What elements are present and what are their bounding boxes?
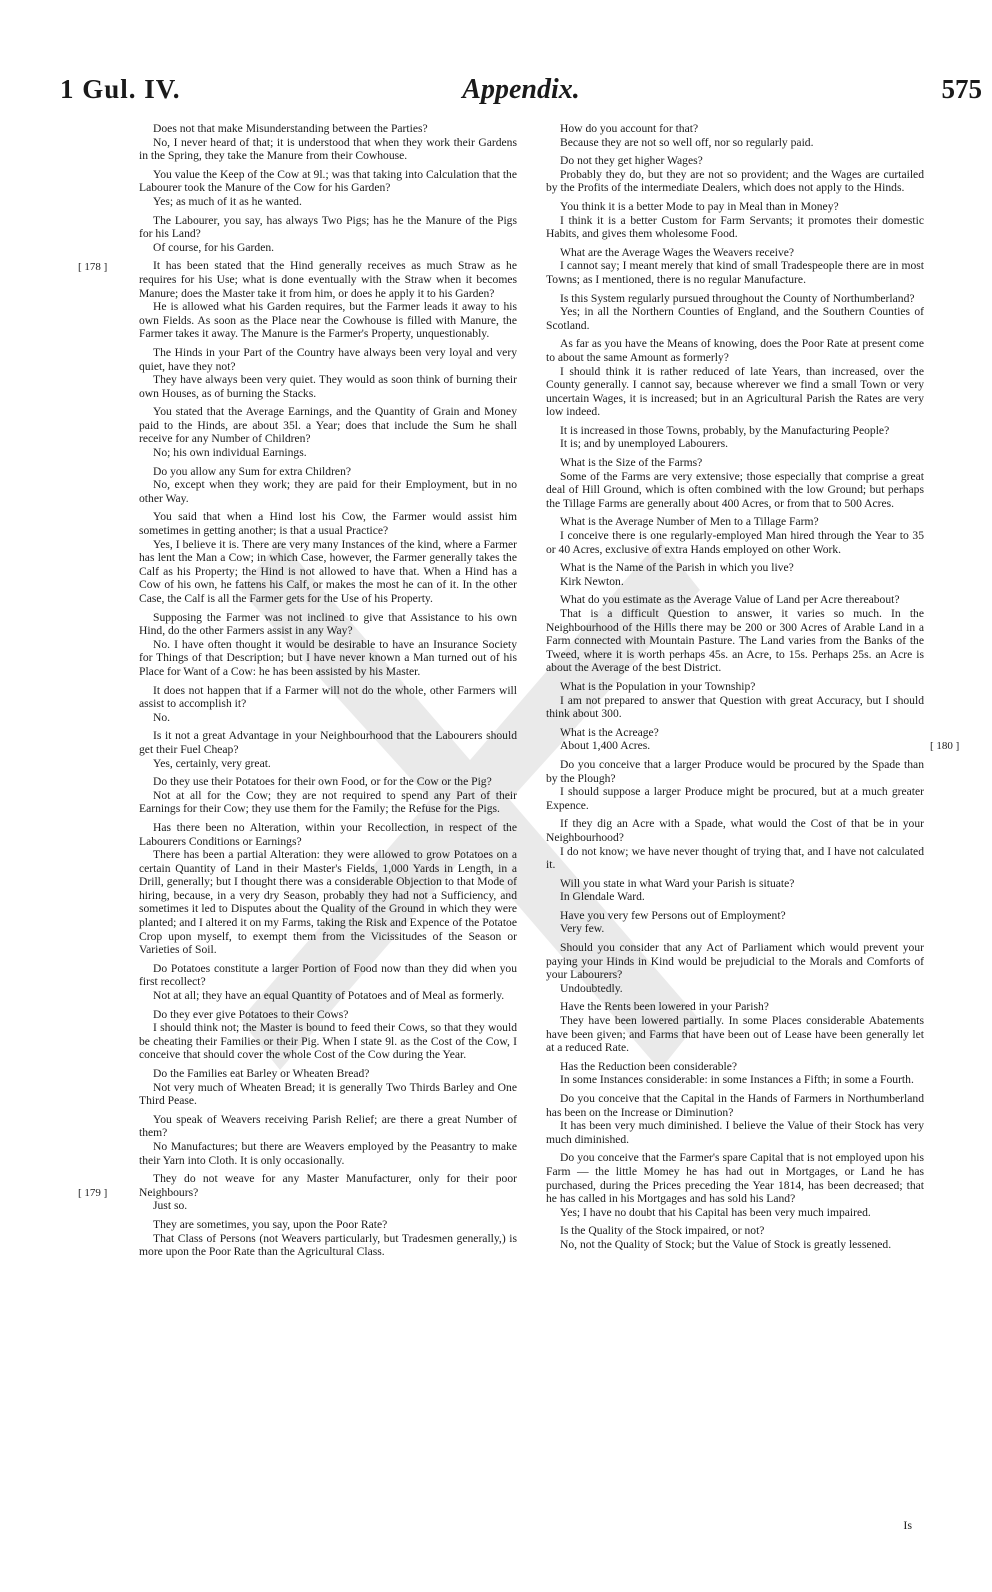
qa-block bbox=[546, 877, 924, 904]
question: If they dig an Acre with a Spade, what would the Cost of that be in your Neighbourhood? bbox=[546, 817, 924, 844]
answer: They have always been very quiet. They would as soon think of burning their own Houses, as of burning the Stacks. bbox=[139, 373, 517, 400]
answer: It has been very much diminished. I believe the Value of their Stock has very much diminished. bbox=[546, 1119, 924, 1146]
qa-block bbox=[139, 821, 517, 957]
answer: About 1,400 Acres. bbox=[560, 739, 651, 753]
right-column bbox=[546, 122, 924, 1257]
qa-block bbox=[139, 259, 517, 341]
question: What is the Average Number of Men to a Tillage Farm? bbox=[560, 515, 819, 529]
qa-block bbox=[139, 729, 517, 770]
answer: Yes; in all the Northern Counties of England, and the Southern Counties of Scotland. bbox=[546, 305, 924, 332]
question: You said that when a Hind lost his Cow, the Farmer would assist him sometimes in getting another; is that a usual Practice? bbox=[139, 510, 517, 538]
qa-block bbox=[139, 1218, 517, 1259]
question: Do Potatoes constitute a larger Portion of Food now than they did when you first recollect? bbox=[139, 961, 517, 989]
qa-block bbox=[546, 424, 924, 451]
answer: Undoubtedly. bbox=[560, 981, 623, 995]
answer: He is allowed what his Garden requires, but the Farmer leads it away to his own Fields. As soon as the Place near the Cowhouse is filled with Manure, the Farmer takes it away. The Manure is the Farmer's Property, unquestionably. bbox=[139, 300, 517, 341]
margin-note-178: [ 178 ] bbox=[78, 261, 108, 273]
question: What is the Acreage? bbox=[560, 725, 659, 739]
qa-block bbox=[139, 465, 517, 506]
question: Supposing the Farmer was not inclined to give that Assistance to his own Hind, do the other Farmers assist in any Way? bbox=[139, 610, 517, 638]
page-number: 575 bbox=[941, 74, 982, 104]
qa-block bbox=[139, 1067, 517, 1108]
answer: I do not know; we have never thought of trying that, and I have not calculated it. bbox=[546, 844, 924, 872]
question: How do you account for that? bbox=[560, 122, 699, 135]
answer: Because they are not so well off, nor so regularly paid. bbox=[560, 135, 814, 149]
answer: I should suppose a larger Produce might be procured, but at a much greater Expence. bbox=[546, 785, 924, 812]
qa-block bbox=[546, 200, 924, 241]
question: Have the Rents been lowered in your Parish? bbox=[560, 1000, 769, 1014]
qa-block bbox=[546, 1151, 924, 1219]
answer: No, except when they work; they are paid for their Employment, but in no other Way. bbox=[139, 478, 517, 505]
answer: That is a difficult Question to answer, it varies so much. In the Neighbourhood of the Hills there may be 200 or 300 Acres of Arable Land in a Farm connected with Mountain Pasture. The Land varies from the Banks of the Tweed, where it is worth perhaps 45s. an Acre, to 15s. Perhaps 25s. an Acre is about the Average of the best District. bbox=[546, 607, 924, 675]
qa-block bbox=[139, 962, 517, 1003]
question: What are the Average Wages the Weavers receive? bbox=[560, 245, 795, 259]
qa-block bbox=[546, 1000, 924, 1054]
qa-block bbox=[139, 1172, 517, 1213]
answer: In Glendale Ward. bbox=[560, 890, 645, 904]
qa-block bbox=[139, 214, 517, 255]
qa-block bbox=[139, 775, 517, 816]
answer: I cannot say; I meant merely that kind of small Tradespeople there are in most Towns; as I mentioned, there is no regular Manufacture. bbox=[546, 259, 924, 286]
answer: Not at all for the Cow; they are not required to spend any Part of their Earnings for their Cow; they use them for the Family; the Refuse for the Pigs. bbox=[139, 788, 517, 816]
qa-block bbox=[139, 346, 517, 400]
qa-block bbox=[139, 1008, 517, 1062]
answer: No; his own individual Earnings. bbox=[153, 446, 307, 460]
question: They are sometimes, you say, upon the Poor Rate? bbox=[153, 1217, 388, 1231]
question: Should you consider that any Act of Parliament which would prevent your paying your Hinds in Kind would be prejudicial to the Morals and Comforts of your Labourers? bbox=[546, 941, 924, 982]
question: Have you very few Persons out of Employment? bbox=[560, 908, 786, 922]
question: The Hinds in your Part of the Country have always been very loyal and very quiet, have they not? bbox=[139, 345, 517, 373]
qa-block bbox=[546, 515, 924, 556]
answer: Just so. bbox=[153, 1199, 188, 1213]
answer: No. I have often thought it would be desirable to have an Insurance Society for Things of that Description; but I have never known a Man turned out of his Place for Want of a Cow: he has been assisted by his Master. bbox=[139, 637, 517, 678]
catchword: Is bbox=[903, 1518, 912, 1532]
qa-block bbox=[546, 456, 924, 510]
answer: I am not prepared to answer that Question with great Accuracy, but I should think about 300. bbox=[546, 693, 924, 721]
running-head-title: Appendix. bbox=[462, 74, 580, 105]
left-column bbox=[139, 122, 517, 1264]
question: Do you conceive that the Farmer's spare Capital that is not employed upon his Farm — the little Momey he has had out in Mortgages, or Land he has purchased, during the Prices preceding the Year 1814, has been decreased; that he has called in his Mortgages and has sold his Land? bbox=[546, 1151, 924, 1206]
answer: Yes; as much of it as he wanted. bbox=[153, 194, 302, 208]
answer: That Class of Persons (not Weavers particularly, but Tradesmen generally,) is more upon the Poor Rate than the Agricultural Class. bbox=[139, 1231, 517, 1259]
qa-block bbox=[139, 611, 517, 679]
question: Is this System regularly pursued throughout the County of Northumberland? bbox=[560, 291, 915, 305]
qa-block bbox=[546, 726, 924, 753]
answer: In some Instances considerable: in some Instances a Fifth; in some a Fourth. bbox=[560, 1073, 914, 1087]
margin-note-179: [ 179 ] bbox=[78, 1187, 108, 1199]
answer: I think it is a better Custom for Farm Servants; it promotes their domestic Habits, and gives them wholesome Food. bbox=[546, 213, 924, 241]
qa-block bbox=[139, 405, 517, 459]
question: Do you conceive that the Capital in the Hands of Farmers in Northumberland has been on the Increase or Diminution? bbox=[546, 1092, 924, 1119]
answer: Yes, I believe it is. There are very many Instances of the kind, where a Farmer has lent the Man a Cow; in which Case, however, the Farmer generally takes the Calf as his Property; the Hind is not allowed to have that. When a Hind has a Cow of his own, he fattens his Calf, or makes the most he can of it. In the other Case, the Calf is all the Farmer gets for the Use of his Property. bbox=[139, 537, 517, 605]
answer: There has been a partial Alteration: they were allowed to grow Potatoes on a certain Quantity of Land in their Master's Fields, 1,000 Yards in Length, in a Drill, generally; but I thought there was a considerable Objection to that Mode of hiring, because, in a very dry Season, probably they had not a Sufficiency, and sometimes it led to Disputes about the Quality of the Ground in which they were planted; and I altered it on my Farms, taking the Risk and Expence of the Potatoe Crop upon myself, to exempt them from the Vicissitudes of the Season or Varieties of Soil. bbox=[139, 848, 517, 957]
qa-block bbox=[139, 168, 517, 209]
answer: No Manufactures; but there are Weavers employed by the Peasantry to make their Yarn into Cloth. It is only occasionally. bbox=[139, 1139, 517, 1167]
answer: I conceive there is one regularly-employed Man hired through the Year to 35 or 40 Acres, exclusive of extra Hands employed on other Work. bbox=[546, 529, 924, 556]
question: Does not that make Misunderstanding between the Parties? bbox=[153, 122, 428, 135]
question: It does not happen that if a Farmer will not do the whole, other Farmers will assist to accomplish it? bbox=[139, 683, 517, 711]
question: You value the Keep of the Cow at 9l.; was that taking into Calculation that the Labourer took the Manure of the Cow for his Garden? bbox=[139, 167, 517, 195]
qa-block bbox=[546, 758, 924, 812]
qa-block bbox=[139, 122, 517, 163]
question: Is it not a great Advantage in your Neighbourhood that the Labourers should get their Fuel Cheap? bbox=[139, 729, 517, 756]
question: They do not weave for any Master Manufacturer, only for their poor Neighbours? bbox=[139, 1172, 517, 1199]
qa-block bbox=[546, 292, 924, 333]
margin-note-180: [ 180 ] bbox=[930, 740, 960, 752]
qa-block bbox=[546, 337, 924, 419]
question: The Labourer, you say, has always Two Pigs; has he the Manure of the Pigs for his Land? bbox=[139, 213, 517, 241]
question: Do not they get higher Wages? bbox=[560, 154, 703, 168]
question: What do you estimate as the Average Value of Land per Acre thereabout? bbox=[560, 593, 900, 607]
answer: I should think not; the Master is bound to feed their Cows, so that they would be cheating their Families or their Pig. When I state 9l. as the Cost of the Cow, I conceive that should cover the whole Cost of the Cow during the Year. bbox=[139, 1021, 517, 1062]
qa-block bbox=[139, 510, 517, 605]
question: Will you state in what Ward your Parish is situate? bbox=[560, 876, 795, 890]
qa-block bbox=[546, 941, 924, 995]
question: Do you allow any Sum for extra Children? bbox=[153, 464, 352, 478]
question: Has the Reduction been considerable? bbox=[560, 1059, 738, 1073]
question: Has there been no Alteration, within your Recollection, in respect of the Labourers Conditions or Earnings? bbox=[139, 820, 517, 848]
answer: Very few. bbox=[560, 922, 605, 936]
question: What is the Population in your Township? bbox=[560, 679, 756, 693]
answer: Not at all; they have an equal Quantity of Potatoes and of Meal as formerly. bbox=[153, 989, 505, 1003]
answer: Some of the Farms are very extensive; those especially that comprise a great deal of Hill Ground, which is often combined with the low Ground; but perhaps the Tillage Farms are generally about 400 Acres, or from that to 500 Acres. bbox=[546, 469, 924, 510]
qa-block bbox=[546, 909, 924, 936]
question: You think it is a better Mode to pay in Meal than in Money? bbox=[560, 199, 839, 213]
answer: No, not the Quality of Stock; but the Value of Stock is greatly lessened. bbox=[560, 1237, 892, 1251]
page-header bbox=[60, 74, 982, 114]
answer: Yes, certainly, very great. bbox=[153, 756, 271, 770]
answer: No, I never heard of that; it is understood that when they work their Gardens in the Spring, they take the Manure from their Cowhouse. bbox=[139, 135, 517, 163]
question: It is increased in those Towns, probably, by the Manufacturing People? bbox=[560, 423, 890, 437]
answer: Kirk Newton. bbox=[560, 574, 624, 588]
answer: It is; and by unemployed Labourers. bbox=[560, 437, 729, 451]
qa-block bbox=[546, 680, 924, 721]
question: Do the Families eat Barley or Wheaten Bread? bbox=[153, 1067, 370, 1080]
question: What is the Name of the Parish in which you live? bbox=[560, 561, 794, 575]
qa-block bbox=[546, 561, 924, 588]
question: You stated that the Average Earnings, and the Quantity of Grain and Money paid to the Hinds, are about 35l. a Year; does that include the Sum he shall receive for any Number of Children? bbox=[139, 405, 517, 446]
qa-block bbox=[546, 1060, 924, 1087]
answer: Not very much of Wheaten Bread; it is generally Two Thirds Barley and One Third Pease. bbox=[139, 1080, 517, 1108]
qa-block bbox=[546, 122, 924, 149]
question: As far as you have the Means of knowing, does the Poor Rate at present come to about the same Amount as formerly? bbox=[546, 337, 924, 364]
qa-block bbox=[139, 1113, 517, 1167]
question: You speak of Weavers receiving Parish Relief; are there a great Number of them? bbox=[139, 1112, 517, 1140]
qa-block bbox=[546, 246, 924, 287]
question: It has been stated that the Hind generally receives as much Straw as he requires for his Use; what is done eventually with the Straw when it becomes Manure; does the Master take it from him, or does he apply it to his Garden? bbox=[139, 259, 517, 300]
answer: I should think it is rather reduced of late Years, than increased, over the County generally. I cannot say, because wherever we find a small Town or very uncertain Wages, it is increased; but in an Agricultural Parish the Rates are very low indeed. bbox=[546, 364, 924, 419]
question: Do you conceive that a larger Produce would be procured by the Spade than by the Plough? bbox=[546, 757, 924, 785]
qa-block bbox=[546, 1224, 924, 1251]
qa-block bbox=[546, 817, 924, 871]
qa-block bbox=[546, 154, 924, 195]
question: Do they ever give Potatoes to their Cows? bbox=[153, 1007, 349, 1021]
question: What is the Size of the Farms? bbox=[560, 456, 703, 470]
qa-block bbox=[546, 1092, 924, 1146]
question: Do they use their Potatoes for their own Food, or for the Cow or the Pig? bbox=[153, 775, 492, 789]
running-head-left: 1 Gul. IV. bbox=[60, 74, 181, 104]
answer: They have been lowered partially. In some Places considerable Abatements have been given; and Farms that have been out of Lease have been generally let at a reduced Rate. bbox=[546, 1014, 924, 1055]
qa-block bbox=[139, 684, 517, 725]
question: Is the Quality of the Stock impaired, or not? bbox=[560, 1224, 765, 1238]
answer: Yes; I have no doubt that his Capital has been very much impaired. bbox=[560, 1205, 871, 1219]
answer: No. bbox=[153, 710, 171, 724]
answer: Probably they do, but they are not so provident; and the Wages are curtailed by the Profits of the intermediate Dealers, which does not apply to the Hinds. bbox=[546, 167, 924, 195]
qa-block bbox=[546, 593, 924, 675]
answer: Of course, for his Garden. bbox=[153, 240, 275, 254]
